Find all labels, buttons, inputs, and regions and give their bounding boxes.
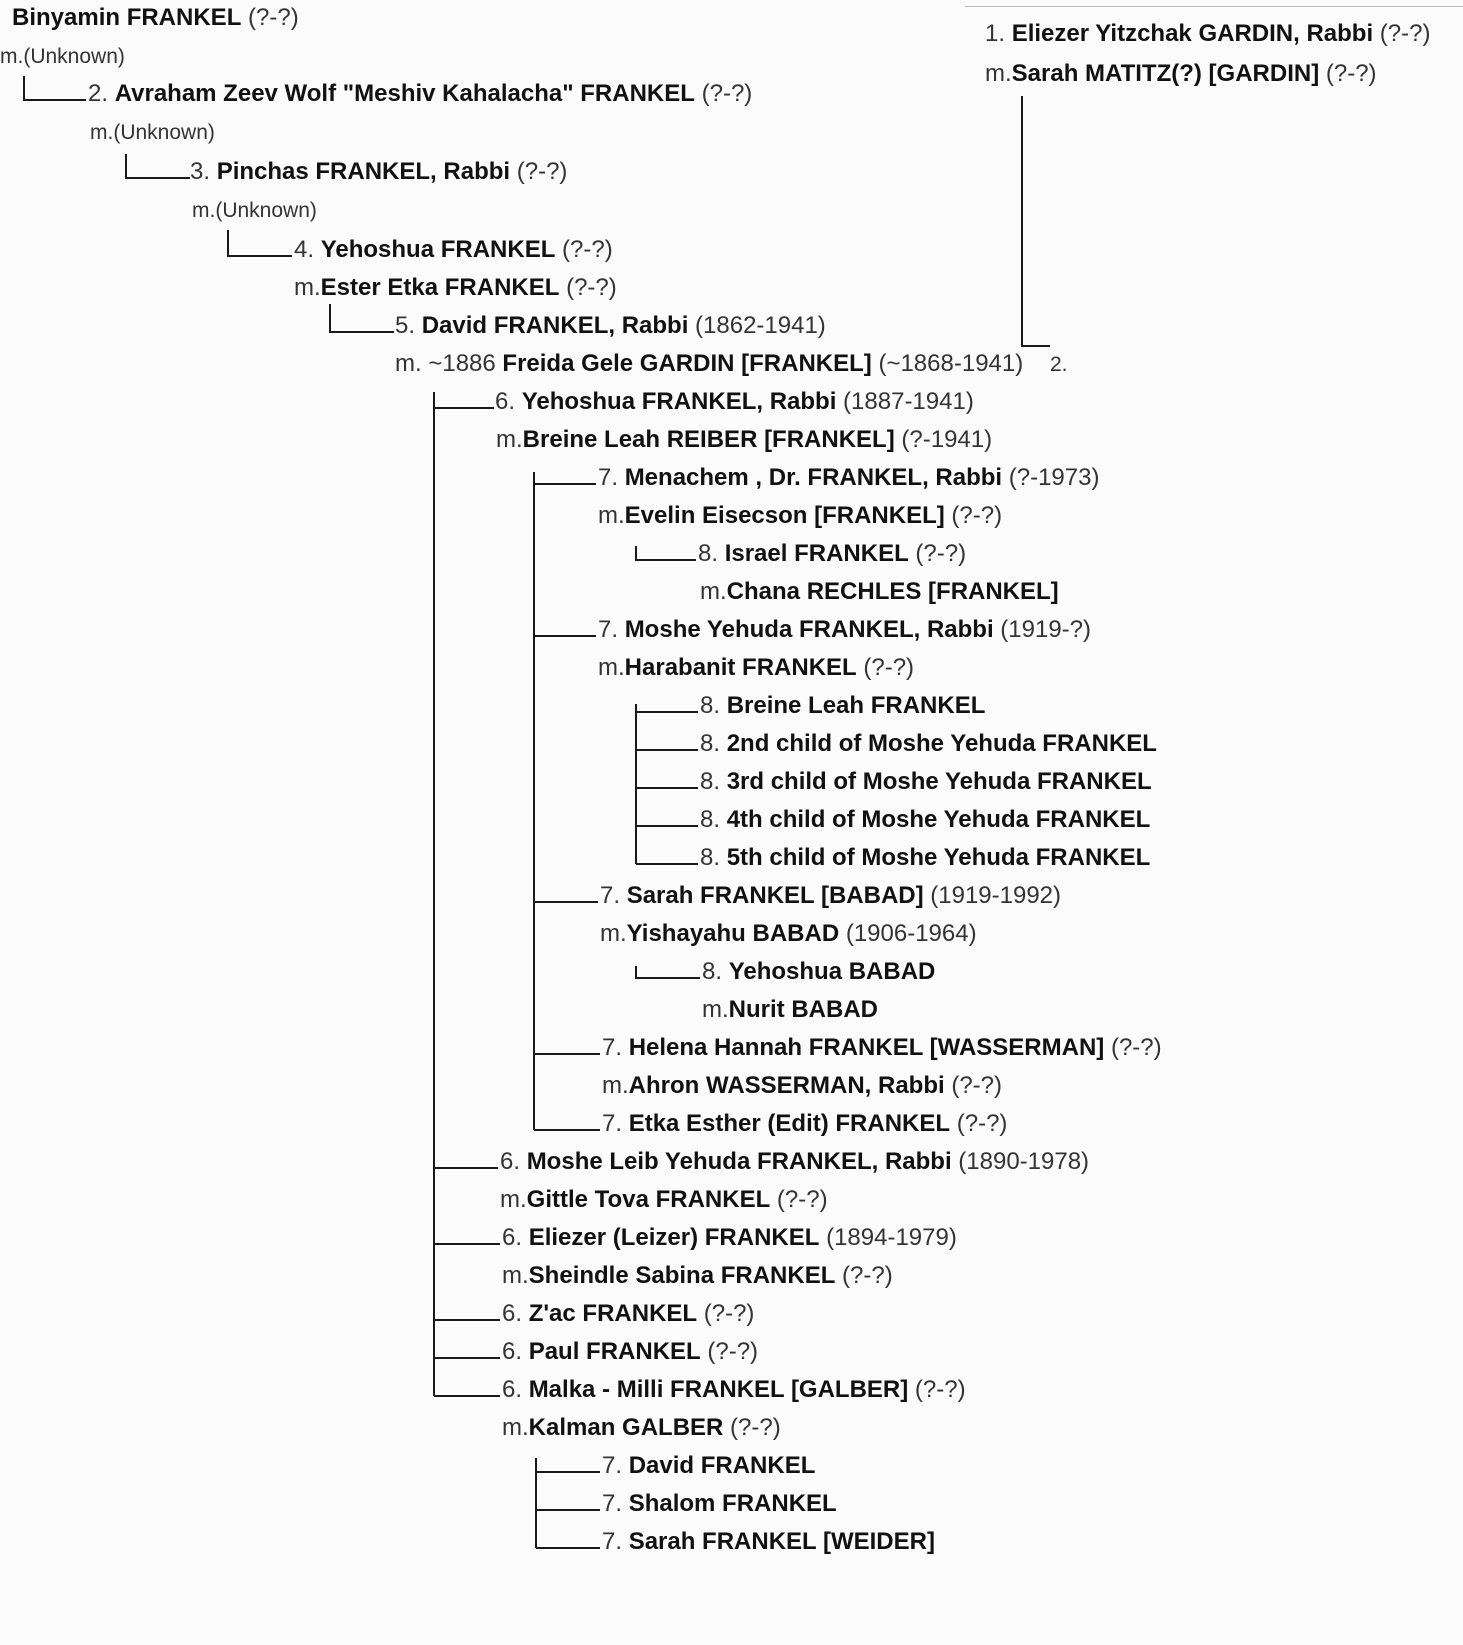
spouse-entry bbox=[702, 996, 878, 1024]
life-dates: (?-?) bbox=[555, 236, 613, 263]
life-dates: (?-?) bbox=[856, 654, 915, 681]
person-name: Helena Hannah FRANKEL [WASSERMAN] bbox=[628, 1034, 1105, 1061]
person-name: Eliezer (Leizer) FRANKEL bbox=[528, 1224, 820, 1251]
person-entry bbox=[12, 4, 299, 32]
person-entry bbox=[294, 236, 613, 264]
life-dates: (?-?) bbox=[697, 1300, 755, 1327]
marriage-prefix: m. bbox=[294, 274, 321, 301]
person-name: Etka Esther (Edit) FRANKEL bbox=[628, 1110, 951, 1137]
person-name: Freida Gele GARDIN [FRANKEL] bbox=[502, 350, 872, 377]
marriage-prefix: m. bbox=[700, 578, 727, 605]
person-name: Sarah MATITZ(?) [GARDIN] bbox=[1011, 60, 1320, 87]
spouse-entry bbox=[502, 1414, 781, 1442]
person-name: Kalman GALBER bbox=[528, 1414, 724, 1441]
generation-number: 4. bbox=[294, 236, 321, 263]
person-entry bbox=[598, 464, 1099, 492]
person-name: 4th child of Moshe Yehuda FRANKEL bbox=[726, 806, 1151, 833]
person-name: Shalom FRANKEL bbox=[628, 1490, 837, 1517]
generation-number: 2. bbox=[88, 80, 115, 107]
spouse-label: m.(Unknown) bbox=[90, 121, 215, 144]
person-entry bbox=[395, 312, 826, 340]
person-entry bbox=[698, 540, 966, 568]
person-entry bbox=[602, 1452, 815, 1480]
generation-number: 7. bbox=[602, 1452, 629, 1479]
person-entry bbox=[602, 1110, 1007, 1138]
generation-number: 6. bbox=[502, 1224, 529, 1251]
spouse-entry bbox=[90, 118, 215, 146]
person-entry bbox=[500, 1148, 1089, 1176]
generation-number: 7. bbox=[602, 1110, 629, 1137]
life-dates: (?-1973) bbox=[1002, 464, 1100, 491]
marriage-prefix: m. bbox=[598, 502, 625, 529]
life-dates: (?-?) bbox=[1319, 60, 1377, 87]
person-name: Yehoshua FRANKEL, Rabbi bbox=[521, 388, 837, 415]
generation-number: 6. bbox=[502, 1376, 529, 1403]
person-entry bbox=[700, 844, 1150, 872]
person-name: Eliezer Yitzchak GARDIN, Rabbi bbox=[1011, 20, 1374, 47]
person-name: Sheindle Sabina FRANKEL bbox=[528, 1262, 836, 1289]
marriage-prefix: m. bbox=[502, 1262, 529, 1289]
life-dates: (1919-1992) bbox=[923, 882, 1062, 909]
spouse-entry bbox=[985, 60, 1377, 88]
person-entry bbox=[985, 20, 1430, 48]
life-dates: (?-?) bbox=[770, 1186, 828, 1213]
spouse-label: m.(Unknown) bbox=[0, 45, 125, 68]
person-name: Yehoshua BABAD bbox=[728, 958, 936, 985]
life-dates: (?-?) bbox=[908, 540, 967, 567]
life-dates: (1887-1941) bbox=[836, 388, 974, 415]
life-dates: (?-?) bbox=[944, 502, 1003, 529]
spouse-entry bbox=[395, 350, 1023, 378]
life-dates: (?-?) bbox=[950, 1110, 1008, 1137]
life-dates: (?-?) bbox=[908, 1376, 966, 1403]
life-dates: (1894-1979) bbox=[819, 1224, 957, 1251]
life-dates: (?-?) bbox=[241, 4, 299, 31]
person-entry bbox=[602, 1528, 935, 1556]
person-name: Sarah FRANKEL [WEIDER] bbox=[628, 1528, 935, 1555]
spouse-entry bbox=[502, 1262, 893, 1290]
generation-number: 6. bbox=[495, 388, 522, 415]
generation-number: 8. bbox=[700, 692, 727, 719]
spouse-entry bbox=[496, 426, 992, 454]
generation-number: 8. bbox=[700, 806, 727, 833]
person-name: 5th child of Moshe Yehuda FRANKEL bbox=[726, 844, 1151, 871]
spouse-entry bbox=[192, 196, 317, 224]
spouse-entry bbox=[598, 502, 1002, 530]
person-name: Harabanit FRANKEL bbox=[624, 654, 857, 681]
life-dates: (?-?) bbox=[510, 158, 568, 185]
person-entry bbox=[598, 616, 1091, 644]
person-name: Breine Leah FRANKEL bbox=[726, 692, 986, 719]
life-dates: (?-?) bbox=[559, 274, 617, 301]
person-name: Israel FRANKEL bbox=[724, 540, 909, 567]
marriage-prefix: m. bbox=[502, 1414, 529, 1441]
life-dates: (?-?) bbox=[944, 1072, 1003, 1099]
person-name: Moshe Leib Yehuda FRANKEL, Rabbi bbox=[526, 1148, 952, 1175]
generation-number: 6. bbox=[502, 1300, 529, 1327]
generation-number: 7. bbox=[598, 616, 625, 643]
marriage-prefix: m. bbox=[598, 654, 625, 681]
person-name: Avraham Zeev Wolf "Meshiv Kahalacha" FRANKEL bbox=[114, 80, 695, 107]
spouse-entry bbox=[598, 654, 914, 682]
person-entry bbox=[602, 1034, 1162, 1062]
life-dates: (1862-1941) bbox=[688, 312, 826, 339]
life-dates: (?-1941) bbox=[894, 426, 993, 453]
marriage-prefix: m. bbox=[985, 60, 1012, 87]
person-name: Moshe Yehuda FRANKEL, Rabbi bbox=[624, 616, 994, 643]
marriage-prefix: m. bbox=[500, 1186, 527, 1213]
marriage-prefix: m. bbox=[600, 920, 627, 947]
person-name: 2nd child of Moshe Yehuda FRANKEL bbox=[726, 730, 1157, 757]
person-name: Evelin Eisecson [FRANKEL] bbox=[624, 502, 945, 529]
life-dates: (1890-1978) bbox=[951, 1148, 1090, 1175]
generation-number: 6. bbox=[500, 1148, 527, 1175]
marriage-prefix: m. bbox=[702, 996, 729, 1023]
generation-number: 5. bbox=[395, 312, 422, 339]
life-dates: (?-?) bbox=[694, 80, 753, 107]
life-dates: (?-?) bbox=[1104, 1034, 1162, 1061]
life-dates: (?-?) bbox=[700, 1338, 759, 1365]
generation-number: 1. bbox=[985, 20, 1012, 47]
person-name: Menachem , Dr. FRANKEL, Rabbi bbox=[624, 464, 1003, 491]
person-name: Yishayahu BABAD bbox=[626, 920, 840, 947]
person-name: 3rd child of Moshe Yehuda FRANKEL bbox=[726, 768, 1152, 795]
generation-number: 8. bbox=[702, 958, 729, 985]
person-name: David FRANKEL, Rabbi bbox=[421, 312, 689, 339]
person-entry bbox=[600, 882, 1061, 910]
spouse-entry bbox=[294, 274, 617, 302]
person-entry bbox=[502, 1300, 754, 1328]
person-entry bbox=[602, 1490, 837, 1518]
person-entry bbox=[495, 388, 974, 416]
person-name: Chana RECHLES [FRANKEL] bbox=[726, 578, 1059, 605]
life-dates: (1919-?) bbox=[993, 616, 1092, 643]
generation-number: 7. bbox=[600, 882, 627, 909]
person-entry bbox=[502, 1338, 758, 1366]
person-name: Sarah FRANKEL [BABAD] bbox=[626, 882, 924, 909]
person-name: Malka - Milli FRANKEL [GALBER] bbox=[528, 1376, 909, 1403]
life-dates: (?-?) bbox=[723, 1414, 781, 1441]
generation-number: 8. bbox=[700, 844, 727, 871]
spouse-entry bbox=[700, 578, 1059, 606]
generation-number: 7. bbox=[602, 1490, 629, 1517]
person-entry bbox=[700, 692, 985, 720]
spouse-label: m.(Unknown) bbox=[192, 199, 317, 222]
person-entry bbox=[702, 958, 935, 986]
person-name: Ester Etka FRANKEL bbox=[320, 274, 560, 301]
person-name: David FRANKEL bbox=[628, 1452, 816, 1479]
generation-number: 7. bbox=[602, 1034, 629, 1061]
generation-number: 6. bbox=[502, 1338, 529, 1365]
spouse-entry bbox=[602, 1072, 1002, 1100]
person-name: Binyamin FRANKEL bbox=[12, 4, 242, 31]
person-name: Gittle Tova FRANKEL bbox=[526, 1186, 771, 1213]
generation-number: 7. bbox=[598, 464, 625, 491]
person-entry bbox=[700, 806, 1150, 834]
person-name: Nurit BABAD bbox=[728, 996, 878, 1023]
spouse-entry bbox=[500, 1186, 828, 1214]
marriage-prefix: m. ~1886 bbox=[395, 350, 503, 377]
person-name: Yehoshua FRANKEL bbox=[320, 236, 556, 263]
person-entry bbox=[88, 80, 752, 108]
generation-number: 8. bbox=[700, 768, 727, 795]
person-name: Paul FRANKEL bbox=[528, 1338, 701, 1365]
person-entry bbox=[700, 730, 1157, 758]
person-name: Z'ac FRANKEL bbox=[528, 1300, 698, 1327]
generation-number: 7. bbox=[602, 1528, 629, 1555]
person-name: Ahron WASSERMAN, Rabbi bbox=[628, 1072, 945, 1099]
generation-number: 3. bbox=[190, 158, 217, 185]
generation-number: 8. bbox=[700, 730, 727, 757]
person-entry bbox=[190, 158, 567, 186]
marriage-prefix: m. bbox=[602, 1072, 629, 1099]
life-dates: (?-?) bbox=[1373, 20, 1431, 47]
spouse-entry bbox=[600, 920, 977, 948]
marriage-prefix: m. bbox=[496, 426, 523, 453]
spouse-entry bbox=[0, 42, 125, 70]
person-entry bbox=[502, 1376, 966, 1404]
person-entry bbox=[700, 768, 1152, 796]
life-dates: (~1868-1941) bbox=[871, 350, 1024, 377]
life-dates: (1906-1964) bbox=[839, 920, 977, 947]
connector-ref-label: 2. bbox=[1050, 353, 1068, 376]
person-name: Pinchas FRANKEL, Rabbi bbox=[216, 158, 511, 185]
life-dates: (?-?) bbox=[835, 1262, 893, 1289]
generation-number: 8. bbox=[698, 540, 725, 567]
person-name: Breine Leah REIBER [FRANKEL] bbox=[522, 426, 895, 453]
person-entry bbox=[502, 1224, 957, 1252]
